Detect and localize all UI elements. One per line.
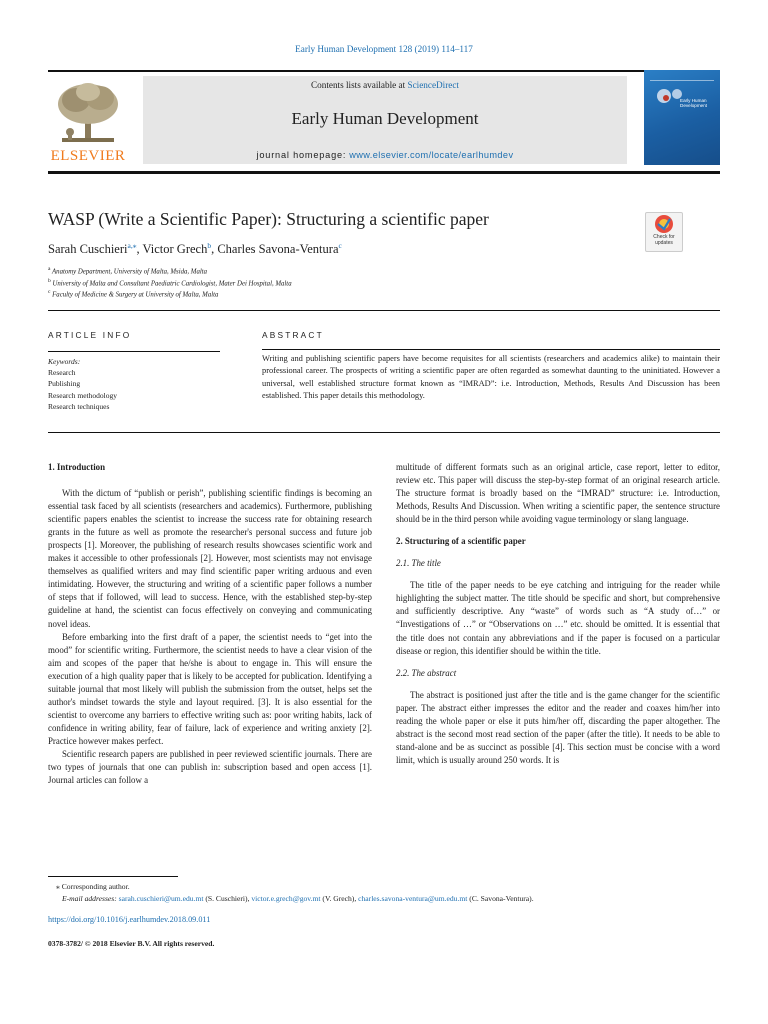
email-owner: (V. Grech), (320, 894, 359, 903)
abstract-heading: ABSTRACT (262, 330, 324, 340)
affiliation-mark: b (48, 278, 51, 284)
footnote-rule (48, 876, 178, 877)
author-name[interactable]: Victor Grech (142, 242, 208, 257)
cover-art-icon (644, 70, 720, 165)
journal-cover-thumbnail[interactable] (644, 70, 720, 165)
header-rule-top (48, 70, 720, 72)
keyword: Publishing (48, 379, 81, 389)
keyword: Research techniques (48, 401, 110, 411)
affiliation-mark: c (48, 289, 51, 295)
affiliation-text: University of Malta and Consultant Paediatric Cardiologist, Mater Dei Hospital, Malta (52, 280, 292, 288)
affiliation-line (48, 289, 648, 298)
body-paragraph: The abstract is positioned just after the title and is the game changer for the scientific paper. The abstract either impresses the editor and the reader and coaxes him/her into reading the whole paper or else it puts him/her off, discarding the paper altogether. The abstract is the second most read section of the paper (after the title). It needs to be able to stand-alone and be as succinct as possible [4]. This section must be concise with a word limit, which is usually around 250 words. It is (396, 689, 720, 765)
right-column (396, 461, 720, 767)
affiliation-line (48, 266, 648, 275)
author-affiliation-mark[interactable]: a,⁎ (127, 241, 137, 250)
author-affiliation-mark[interactable]: b (207, 241, 212, 250)
section-heading-introduction: 1. Introduction (48, 462, 106, 472)
crossmark-icon (646, 213, 682, 235)
email-label: E-mail addresses: (62, 894, 117, 903)
crossmark-label: Check for updates (653, 234, 675, 246)
keyword: Research methodology (48, 390, 117, 400)
sciencedirect-link[interactable]: ScienceDirect (407, 80, 459, 90)
email-link[interactable]: charles.savona-ventura@um.edu.mt (358, 894, 468, 903)
intro-paragraph: Before embarking into the first draft of a paper, the scientist needs to “get into the mood” for scientific writing. Furthermore, the scientist needs to have a clear vision of the aim and scopes of the paper that he/she is about to engage in. This will ensure the execution of a high quality paper that is likely to be accepted for publication. Identifying a suitable journal that most likely will publish the submission from the outset, helps set the author's mindset towards the style and layout required. [3]. It is also essential for the scientist to overcome any barriers to effective writing such as: poor writing habits, lack of confidence in writing ability, fear of failure, lack of experience and writing anxiety [2]. Practice however makes perfect. (48, 631, 372, 746)
publisher-name: ELSEVIER (50, 148, 126, 164)
intro-paragraph: Scientific research papers are published in peer reviewed scientific journals. There are two types of journals that one can publish in: subscription based and open access [1]. Journal articles can follow a (48, 748, 372, 786)
homepage-link[interactable]: www.elsevier.com/locate/earlhumdev (349, 150, 514, 160)
cover-title: Early Human Development (680, 98, 708, 108)
article-title: WASP (Write a Scientific Paper): Structuring a scientific paper (48, 209, 489, 229)
affiliation-mark: a (48, 266, 51, 272)
left-column (48, 461, 372, 787)
email-owner: (C. Savona-Ventura). (467, 894, 534, 903)
article-info-rule (48, 310, 720, 311)
check-for-updates-badge[interactable] (645, 212, 683, 252)
author-separator: , (211, 242, 218, 257)
affiliation-text: Faculty of Medicine & Surgery at University of Malta, Malta (52, 291, 219, 299)
article-info-heading: ARTICLE INFO (48, 330, 132, 340)
author-list (48, 241, 648, 257)
contents-line (143, 80, 627, 90)
journal-citation[interactable]: Early Human Development 128 (2019) 114–117 (295, 44, 473, 54)
subsection-heading-title: 2.1. The title (396, 558, 441, 569)
email-link[interactable]: sarah.cuschieri@um.edu.mt (118, 894, 204, 903)
doi-link[interactable]: https://doi.org/10.1016/j.earlhumdev.2018.09.011 (48, 915, 211, 924)
copyright-notice: 0378-3782/ © 2018 Elsevier B.V. All rights reserved. (48, 939, 215, 948)
author-affiliation-mark[interactable]: c (338, 241, 342, 250)
journal-homepage (143, 150, 627, 160)
keyword: Research (48, 368, 76, 378)
email-link[interactable]: victor.e.grech@gov.mt (251, 894, 321, 903)
intro-paragraph: With the dictum of “publish or perish”, publishing scientific findings is becoming an essential task faced by all scientists (researchers and academics). Furthermore, publishing scientific papers enables the scientist to increase the success rate for obtaining research grants in the future as well as promote the researcher's personal success and future job prospects [1]. Moreover, the publishing of research results showcases scientific work and makes it accessible to other professionals [2]. However, most scientists may not envisage themselves as qualified writers and may find scientific paper writing arduous and even intimidating. However, the structuring and writing of a scientific paper follows a number of steps that if followed, will lead to success. Hence, with the established step-by-step guideline at hand, the scientist can focus effectively on conveying and communicating novel ideas. (48, 488, 372, 629)
affiliation-line (48, 278, 648, 287)
contents-prefix: Contents lists available at (311, 80, 408, 90)
journal-title: Early Human Development (291, 109, 479, 128)
elsevier-logo[interactable] (48, 78, 128, 166)
affiliation-text: Anatomy Department, University of Malta, Msida, Malta (52, 268, 208, 276)
body-paragraph: The title of the paper needs to be eye catching and intriguing for the reader while highlighting the subject matter. The title should be specific and short, but comprehensive and sufficiently descriptive. Any “waste” of words such as “A study of…” or “Investigations of …” or “Observations on …” etc. should be omitted. It is essential that the title does not contain any abbreviations and if the paper is focused on a particular disease or region, this identifier should be within the title. (396, 580, 720, 656)
email-addresses (62, 894, 722, 903)
subsection-heading-abstract: 2.2. The abstract (396, 667, 457, 678)
keywords-label: Keywords: (48, 357, 81, 366)
keywords-block (48, 356, 228, 412)
author-name[interactable]: Sarah Cuschieri (48, 242, 128, 257)
section-heading-structuring: 2. Structuring of a scientific paper (396, 536, 526, 547)
elsevier-tree-icon (48, 78, 128, 148)
body-paragraph: multitude of different formats such as an original article, case report, letter to editor, review etc. This paper will discuss the step-by-step format of an original research article. The structure format is broadly based on the “IMRAD” structure: i.e. Introduction, Methods, Results And Discussion. When writing a scientific paper, the sentence structure should be in the third person while avoiding vague terminology or slang language. (396, 462, 720, 525)
journal-masthead (143, 76, 627, 164)
email-owner: (S. Cuschieri), (203, 894, 252, 903)
abstract-text: Writing and publishing scientific papers have become requisites for all scientists (researchers and academics alike) to maintain their professional career. The prospects of writing a scientific paper are often regarded as somewhat daunting to the uninitiated. However a universal, well established structure format known as “IMRAD”: i.e. Introduction, Methods, Results And Discussion has been established. This paper details this methodology. (262, 354, 720, 400)
header-rule-bottom (48, 171, 720, 174)
abstract-rule (262, 349, 720, 350)
keywords-rule (48, 351, 220, 352)
corresponding-author-note: ⁎ Corresponding author. (56, 882, 130, 891)
abstract-bottom-rule (48, 432, 720, 433)
author-name[interactable]: Charles Savona-Ventura (217, 242, 339, 257)
homepage-label: journal homepage: (256, 150, 347, 160)
author-separator: , (136, 242, 143, 257)
